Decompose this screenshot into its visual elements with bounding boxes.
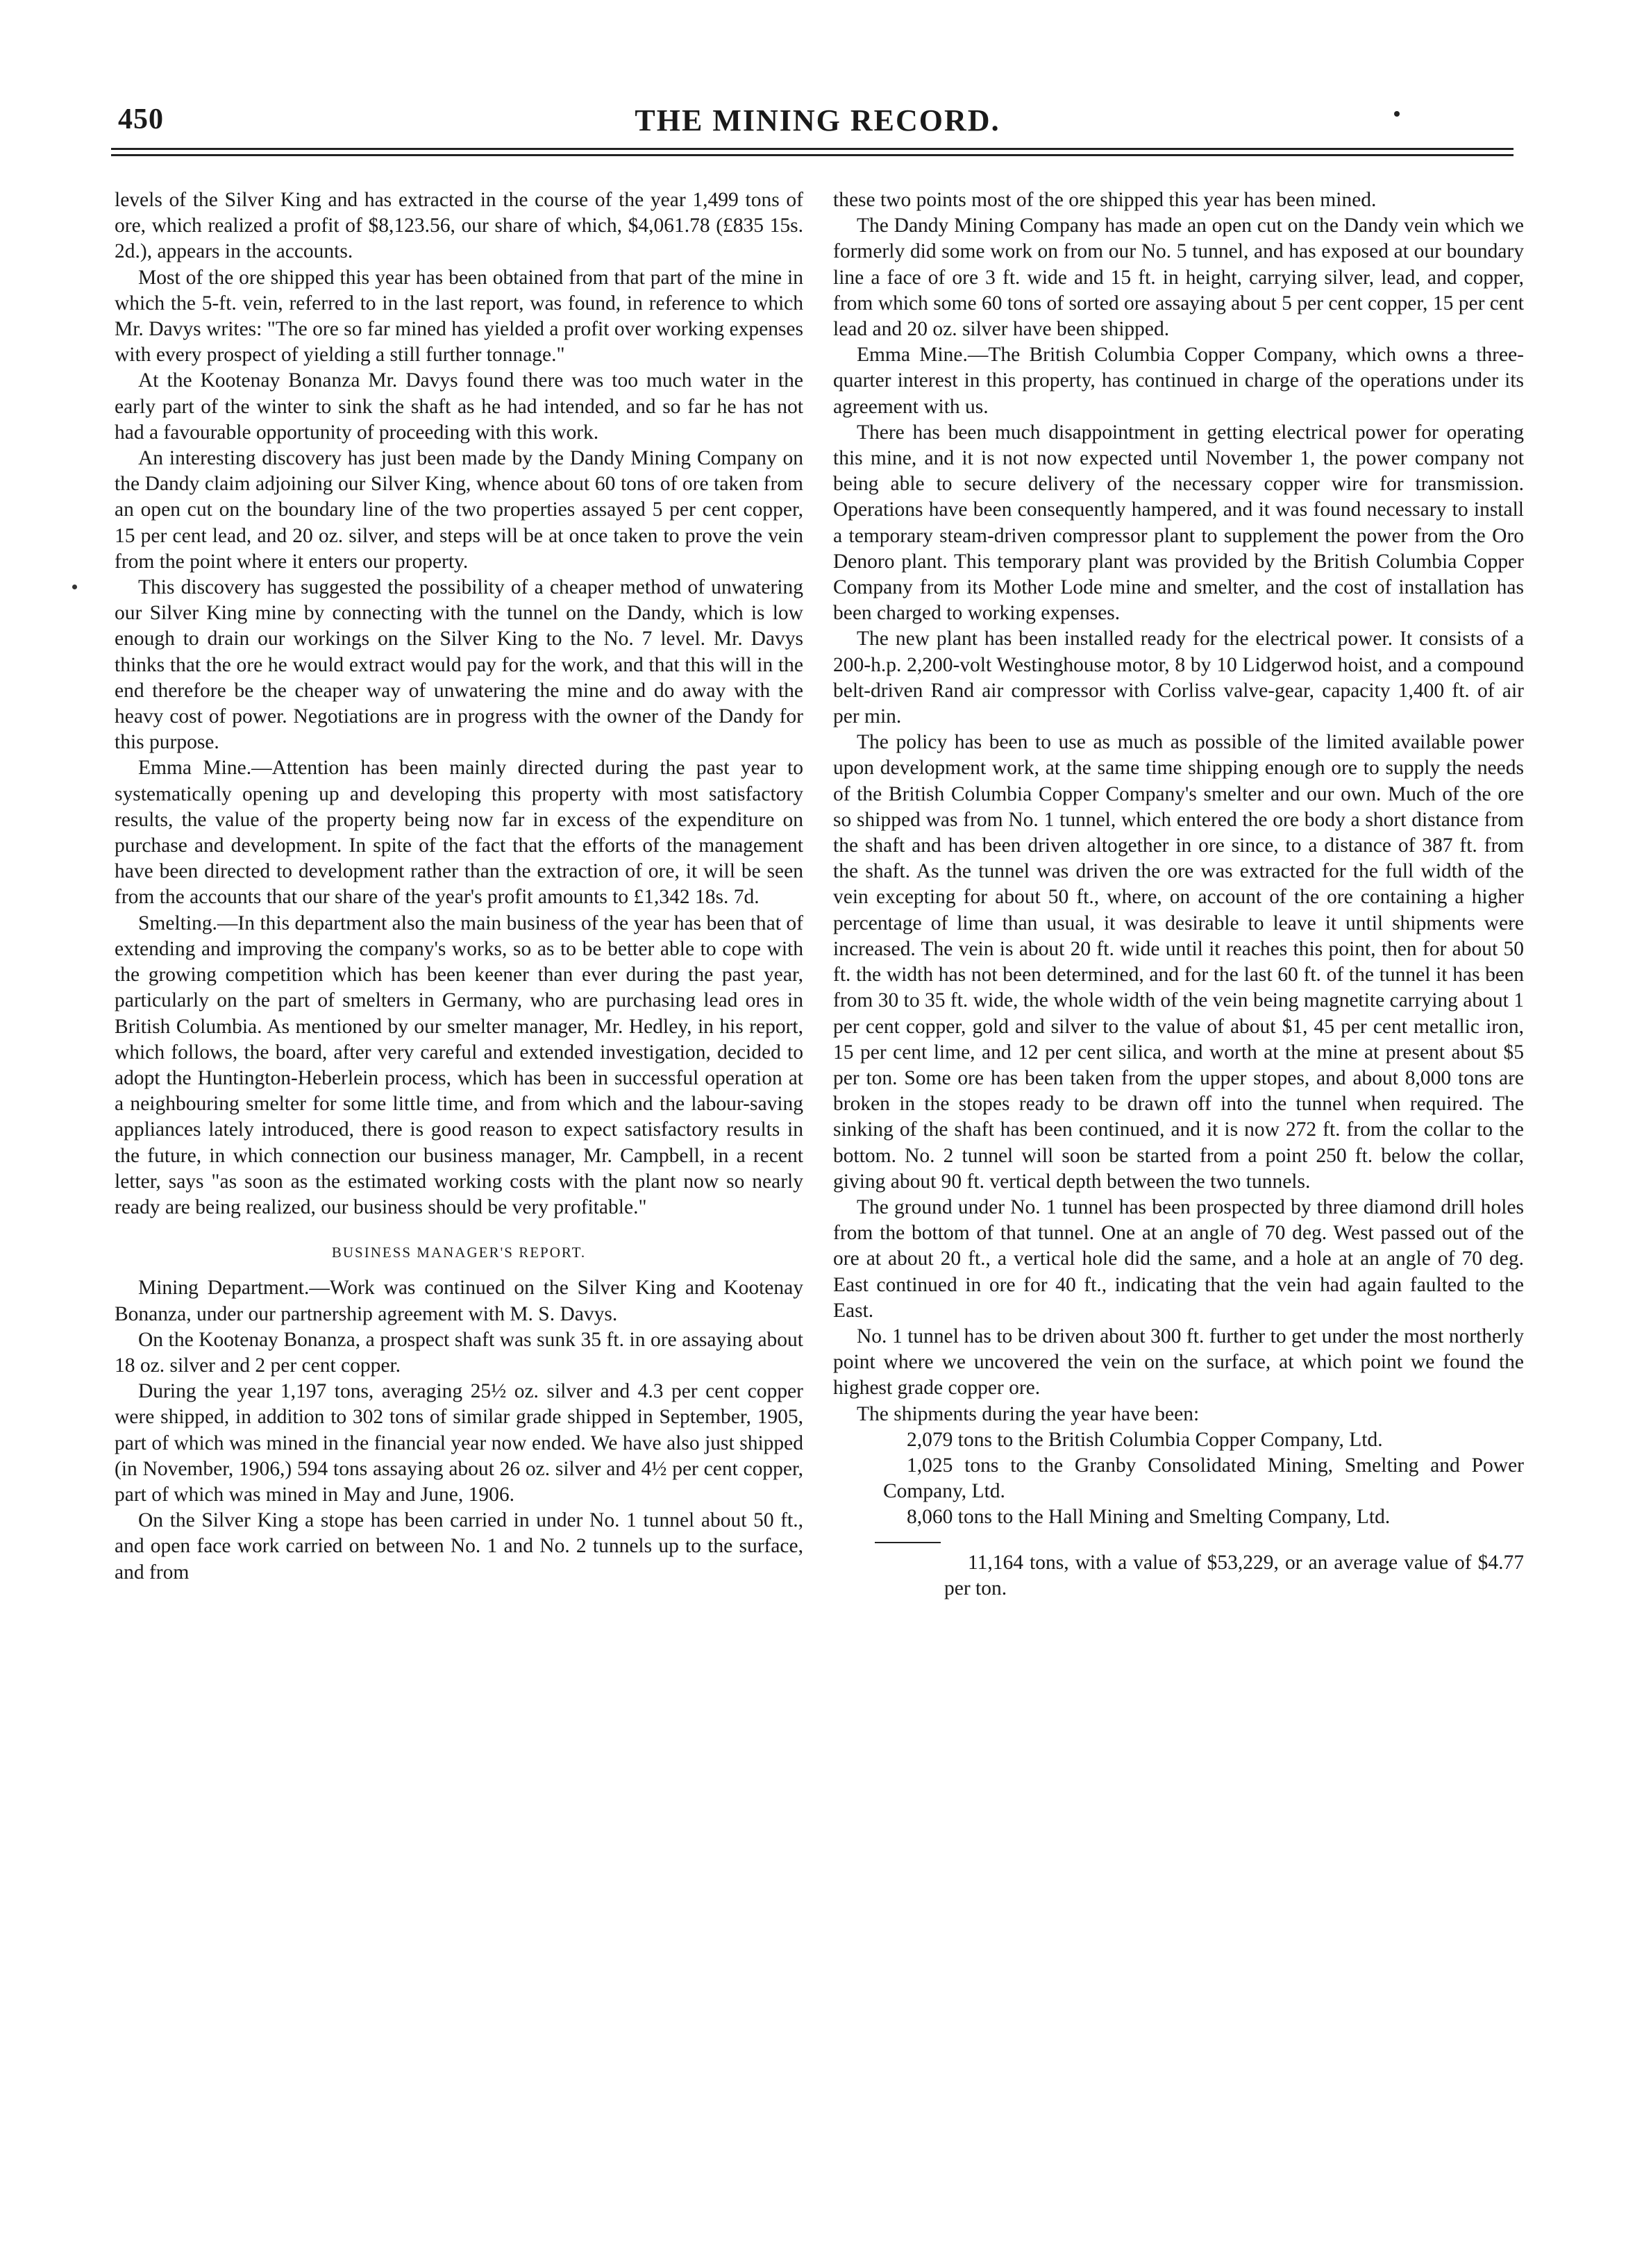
- journal-title: THE MINING RECORD.: [635, 103, 1000, 137]
- paragraph: On the Silver King a stope has been carried in under No. 1 tunnel about 50 ft., and open face work carried on between No. 1 and No. 2 tunnels up to the surface, and from: [115, 1509, 803, 1584]
- page-header: [0, 103, 1635, 144]
- paragraph: The policy has been to use as much as possible of the limited available power upon development work, at the same time shipping enough ore to supply the needs of the British Columbia Copper Company's smelter and our own. Much of the ore so shipped was from No. 1 tunnel, which entered the ore body a short distance from the shaft and has been driven altogether in ore since, to a distance of 387 ft. from the shaft. As the tunnel was driven the ore was extracted for the full width of the vein excepting for about 50 ft., where, on account of the ore containing a higher percentage of lime than usual, it was desirable to leave it until shipments were increased. The vein is about 20 ft. wide until it reaches this point, then for about 50 ft. the width has not been determined, and for the last 60 ft. of the tunnel it has been from 30 to 35 ft. wide, the whole width of the vein being magnetite carrying about 1 per cent copper, gold and silver to the value of about $1, 45 per cent metallic iron, 15 per cent lime, and 12 per cent silica, and worth at the mine at present about $5 per ton. Some ore has been taken from the upper stopes, and about 8,000 tons are broken in the stopes ready to be drawn off into the tunnel when required. The sinking of the shaft has been continued, and it is now 272 ft. from the collar to the bottom. No. 2 tunnel will soon be started from a point 250 ft. below the collar, giving about 90 ft. vertical depth between the two tunnels.: [833, 731, 1524, 1193]
- total-rule: [875, 1542, 941, 1543]
- paragraph: The new plant has been installed ready for the electrical power. It consists of a 200-h.p. 2,200-volt Westinghouse motor, 8 by 10 Lidgerwod hoist, and a compound belt-driven Rand air compressor with Corliss valve-gear, capacity 1,400 ft. of air per min.: [833, 628, 1524, 728]
- paragraph: An interesting discovery has just been made by the Dandy Mining Company on the Dandy claim adjoining our Silver King, whence about 60 tons of ore taken from an open cut on the boundary line of the two properties assayed 5 per cent copper, 15 per cent lead, and 20 oz. silver, and steps will be at once taken to prove the vein from the point where it enters our property.: [115, 447, 803, 573]
- paragraph: At the Kootenay Bonanza Mr. Davys found there was too much water in the early part of the winter to sink the shaft as he had intended, and so far he has not had a favourable opportunity of proceeding with this work.: [115, 369, 803, 444]
- shipment-total: 11,164 tons, with a value of $53,229, or an average value of $4.77 per ton.: [944, 1551, 1524, 1599]
- shipment-line: 8,060 tons to the Hall Mining and Smelting Company, Ltd.: [907, 1506, 1391, 1529]
- paragraph: Smelting.—In this department also the main business of the year has been that of extending and improving the company's works, so as to be better able to cope with the growing competition which has been keener than ever during the past year, particularly on the part of smelters in Germany, who are purchasing lead ores in British Columbia. As mentioned by our smelter manager, Mr. Hedley, in his report, which follows, the board, after very careful and extended investigation, decided to adopt the Huntington-Heberlein process, which has been in successful operation at a neighbouring smelter for some little time, and from which and the labour-saving appliances lately introduced, there is good reason to expect satisfactory results in the future, in which connection our business manager, Mr. Campbell, in a recent letter, says "as soon as the estimated working costs with the plant now so nearly ready are being realized, our business should be very profitable.": [115, 912, 803, 1218]
- paragraph: Emma Mine.—Attention has been mainly directed during the past year to systematically opening up and developing this property with most satisfactory results, the value of the property being now far in excess of the expenditure on purchase and development. In spite of the fact that the efforts of the management have been directed to development rather than the extraction of ore, it will be seen from the accounts that our share of the year's profit amounts to £1,342 18s. 7d.: [115, 757, 803, 909]
- left-column: [115, 187, 803, 1586]
- page-number: 450: [118, 103, 164, 135]
- paragraph: these two points most of the ore shipped this year has been mined.: [833, 189, 1377, 211]
- right-column: [833, 187, 1524, 1602]
- header-rule-top: [111, 148, 1514, 150]
- paragraph: The ground under No. 1 tunnel has been prospected by three diamond drill holes from the bottom of that tunnel. One at an angle of 70 deg. West passed out of the ore at about 20 ft., a vertical hole did the same, and a hole at an angle of 70 deg. East continued in ore for 40 ft., indicating that the vein had again faulted to the East.: [833, 1195, 1524, 1322]
- paragraph: No. 1 tunnel has to be driven about 300 ft. further to get under the most northerly point where we uncovered the vein on the surface, at which point we found the highest grade copper ore.: [833, 1325, 1524, 1400]
- shipment-line: 2,079 tons to the British Columbia Copper Company, Ltd.: [907, 1428, 1383, 1451]
- paragraph: During the year 1,197 tons, averaging 25½ oz. silver and 4.3 per cent copper were shipped, in addition to 302 tons of similar grade shipped in September, 1905, part of which was mined in the financial year now ended. We have also just shipped (in November, 1906,) 594 tons assaying about 26 oz. silver and 4½ per cent copper, part of which was mined in May and June, 1906.: [115, 1380, 803, 1506]
- paragraph: There has been much disappointment in getting electrical power for operating this mine, and it is not now expected until November 1, the power company not being able to secure delivery of the necessary copper wire for transmission. Operations have been consequently hampered, and it was found necessary to install a temporary steam-driven compressor plant to supplement the power from the Oro Denoro plant. This temporary plant was provided by the British Columbia Copper Company from its Mother Lode mine and smelter, and the cost of installation has been charged to working expenses.: [833, 421, 1524, 625]
- paragraph: The Dandy Mining Company has made an open cut on the Dandy vein which we formerly did some work on from our No. 5 tunnel, and has exposed at our boundary line a face of ore 3 ft. wide and 15 ft. in height, carrying silver, lead, and copper, from which some 60 tons of sorted ore assaying about 5 per cent copper, 15 per cent lead and 20 oz. silver have been shipped.: [833, 215, 1524, 341]
- paragraph: Emma Mine.—The British Columbia Copper Company, which owns a three-quarter interest in this property, has continued in charge of the operations under its agreement with us.: [833, 344, 1524, 418]
- paragraph: Most of the ore shipped this year has been obtained from that part of the mine in which the 5-ft. vein, referred to in the last report, was found, in reference to which Mr. Davys writes: "The ore so far mined has yielded a profit over working expenses with every prospect of yielding a still further tonnage.": [115, 266, 803, 367]
- margin-dot-mark: [72, 585, 77, 589]
- header-rule-bottom: [111, 154, 1514, 156]
- shipment-line: 1,025 tons to the Granby Consolidated Mining, Smelting and Power Company, Ltd.: [883, 1454, 1524, 1503]
- paragraph: Mining Department.—Work was continued on the Silver King and Kootenay Bonanza, under our partnership agreement with M. S. Davys.: [115, 1277, 803, 1325]
- header-dot-mark: [1394, 111, 1400, 117]
- paragraph: levels of the Silver King and has extracted in the course of the year 1,499 tons of ore, which realized a profit of $8,123.56, our share of which, $4,061.78 (£835 15s. 2d.), appears in the accounts.: [115, 189, 803, 263]
- paragraph: This discovery has suggested the possibility of a cheaper method of unwatering our Silver King mine by connecting with the tunnel on the Dandy, which is low enough to drain our workings on the Silver King to the No. 7 level. Mr. Davys thinks that the ore he would extract would pay for the work, and that this will in the end therefore be the cheaper way of unwatering the mine and do away with the heavy cost of power. Negotiations are in progress with the owner of the Dandy for this purpose.: [115, 576, 803, 754]
- paragraph: On the Kootenay Bonanza, a prospect shaft was sunk 35 ft. in ore assaying about 18 oz. silver and 2 per cent copper.: [115, 1328, 803, 1377]
- section-heading: BUSINESS MANAGER'S REPORT.: [331, 1244, 587, 1261]
- paragraph: The shipments during the year have been:: [857, 1402, 1200, 1425]
